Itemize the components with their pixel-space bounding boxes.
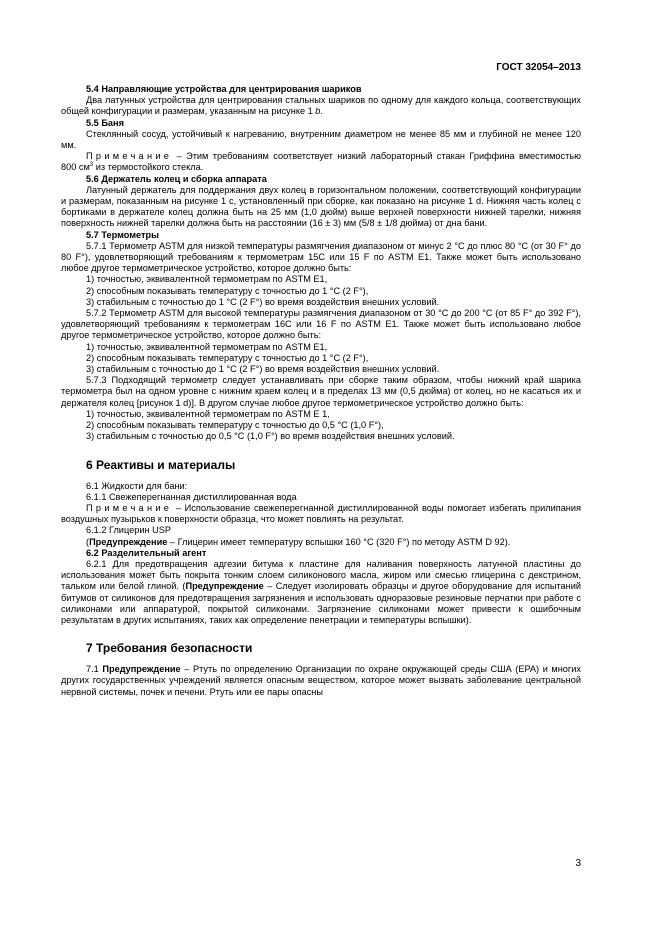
list-item: 1) точностью, эквивалентной термометрам по ASTM E1, [86,274,328,285]
list-item: 3) стабильным с точностью до 1 °C (2 F°) во время воздействия внешних условий. [86,296,440,307]
list-item: 1) точностью, эквивалентной термометрам по ASTM E1, [86,341,328,352]
section-5-4-text: Два латунных устройства для центрирования стальных шариков по одному для каждого кольца, соответствующих общей конфигурации и размерам, указанным на рисунке 1 b. [61,95,581,117]
section-7-1-text: 7.1 Предупреждение – Ртуть по определению Организации по охране окружающей среды США (EPA) и многих других государственных учреждений является опасным веществом, которое может вызвать заболевание центральной нервной системы, почек и печени. Ртуть или ее пары опасны [61,664,581,697]
section-5-5-note: Примечание – Этим требованиям соответствует низкий лабораторный стакан Гриффина вместимостью 800 $см^3$ из термостойкого стекла. [61,151,581,173]
list-item: 2) способным показывать температуру с точностью до 1 °C (2 F°), [86,352,369,363]
list-item: 2) способным показывать температуру с точностью до 1 °C (2 F°), [86,285,369,296]
section-6-2-1-text: 6.2.1 Для предотвращения адгезии битума к пластине для наливания поверхность латунной пластины до использования может быть покрыта тонким слоем силиконового масла, жиром или смесью глицерина с декстрином, тальком или белой глиной. (Предупреждение – Следует изолировать образцы и другое оборудование для испытаний битумов от силиконов для предотвращения загрязнения и использовать одноразовые резиновые перчатки при работе с силиконами или аппаратурой, покрытой силиконами. Загрязнение силиконами может привести к ошибочным результатам в других испытаниях, таких как определение пенетрации и температуры вспышки). [61,558,581,625]
page-content [61,84,581,698]
section-6-heading: 6 Реактивы и материалы [86,457,236,472]
section-6-1-1-text: 6.1.1 Свежеперегнанная дистиллированная вода [86,491,297,502]
warning-label: Предупреждение [102,664,181,675]
section-5-7-3-text: 5.7.3 Подходящий термометр следует устанавливать при сборке таким образом, чтобы нижний край шарика термометра был на одном уровне с нижним краем колец и в пределах 13 мм (0,5 дюйма) от колец, но не касаться их и держателя колец [рисунок 1 d)]. В другом случае любое другое термометрическое устройство должно быть: [61,375,581,408]
section-6-1-2-warning: (Предупреждение – Глицерин имеет температуру вспышки 160 °C (320 F°) по методу ASTM D 92). [86,536,511,547]
warning-label: Предупреждение [89,536,168,547]
section-5-4-heading: 5.4 Направляющие устройства для центрирования шариков [86,84,362,94]
section-5-5-text: Стеклянный сосуд, устойчивый к нагреванию, внутренним диаметром не менее 85 мм и глубиной не менее 120 мм. [61,128,581,151]
section-7-heading: 7 Требования безопасности [86,641,253,656]
section-5-7-heading: 5.7 Термометры [86,229,159,240]
section-5-6-text: Латунный держатель для поддержания двух колец в горизонтальном положении, соответствующий конфигурации и размерам, показанным на рисунке 1 с, установленный при сборке, как показано на рисунке 1 d. Нижняя часть колец с бортиками в держателе колец должна быть на 25 мм (1,0 дюйм) выше верхней поверхности нижней тарелки, нижняя поверхность нижней тарелки должна быть на расстоянии (16 ± 3) мм (5/8 ± 1/8 дюйма) от дна бани. [61,184,581,229]
section-6-1-1-note: Примечание – Использование свежеперегнанной дистиллированной воды помогает избегать прилипания воздушных пузырьков к поверхности образца, что может повлиять на результат. [61,502,581,525]
section-5-5-heading: 5.5 Баня [86,117,124,128]
section-6-1-text: 6.1 Жидкости для бани: [86,480,188,491]
section-5-6-heading: 5.6 Держатель колец и сборка аппарата [86,173,267,184]
list-item: 1) точностью, эквивалентной термометрам по ASTM E 1, [86,408,330,419]
list-item: 3) стабильным с точностью до 1 °C (2 F°) во время воздействия внешних условий. [86,364,440,375]
list-item: 3) стабильным с точностью до 0,5 °C (1,0 F°) во время воздействия внешних условий. [86,431,455,442]
section-5-7-2-text: 5.7.2 Термометр ASTM для высокой температуры размягчения диапазоном от 30 °C до 200 °C (от 85 F° до 392 F°), удовлетворяющий требованиям к термометрам 16C или 16 F по ASTM E1. Также может быть использовано любое другое термометрическое устройство, которое должно быть: [61,308,581,341]
warning-label: Предупреждение [185,581,264,592]
page-number: 3 [575,858,581,869]
list-item: 2) способным показывать температуру с точностью до 0,5 °C (1,0 F°), [86,420,384,431]
note-label: Примечание [86,151,173,162]
note-label: Примечание [86,502,173,513]
section-6-1-2-text: 6.1.2 Глицерин USP [86,525,171,536]
standard-code-header: ГОСТ 32054–2013 [496,62,581,73]
section-6-2-heading: 6.2 Разделительный агент [86,547,207,558]
section-5-7-1-text: 5.7.1 Термометр ASTM для низкой температуры размягчения диапазоном от минус 2 °C до плюс 80 °C (от 30 F° до 80 F°), удовлетворяющий требованиям к термометрам 15C или 15 F по ASTM E1. Также может быть использовано любое другое термометрическое устройство, которое должно быть: [61,240,581,274]
